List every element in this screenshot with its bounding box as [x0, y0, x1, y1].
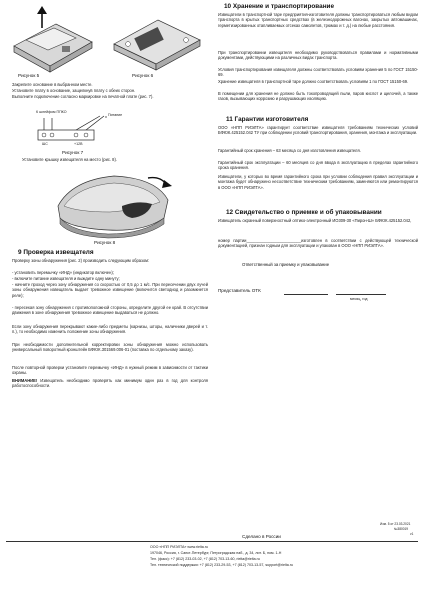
page-version: v1 [410, 532, 414, 536]
section9-paragraph-2: При необходимости дополнительной корректировки зоны обнаружения можно использовать универсальный поворотный кронштейн БФЮК.301569.006-01 (поставка по отдельному заказу). [12, 342, 208, 353]
date-label: месяц, год [350, 297, 368, 301]
company-address: 197046, Россия, г. Санкт-Петербург, Петроградская наб., д. 34, лит. Б, пом. 1-Н [150, 551, 282, 555]
section9-title: 9 Проверка извещателя [18, 249, 94, 256]
section9-warning [12, 378, 208, 389]
section9-step-2: - включите питание извещателя и выждите одну минуту; [12, 276, 120, 281]
otk-representative-label: Представитель ОТК [218, 288, 261, 293]
section11-paragraph-1: ООО «НПП РИЭЛТА» гарантирует соответствие извещателя требованиям технических условий БФЮК.425152.042 ТУ при соблюдении условий транспортирования, хранения, монтажа и эксплуатации. [218, 125, 418, 136]
section11-paragraph-4: Извещатели, у которых во время гарантийного срока при условии соблюдения правил эксплуатации и монтажа будет обнаружено несоответствие техническим требованиям, заменяются или ремонтируются в ООО «НПП РИЭЛТА». [218, 174, 418, 190]
figure8-caption: Рисунок 8 [94, 240, 116, 245]
section9-paragraph-1: Если зону обнаружения перекрывают какие-либо предметы (карнизы, шторы, наличники дверей и т. п.), то необходимо изменить положение зоны обнаружения. [12, 324, 208, 335]
figure6-caption: Рисунок 6 [132, 73, 154, 78]
section10-paragraph-1: Извещатели в транспортной таре предприятия-изготовителя должны транспортироваться любым видом транспорта в крытых транспортных средствах (в железнодорожных вагонах, закрытых автомашинах, герметизированных отапливаемых отсеках самолетов, трюмах и т. д.) на любые расстояния. [218, 12, 418, 28]
figure5-illustration [6, 4, 96, 74]
made-in-russia: Сделано в России [242, 534, 281, 539]
otk-signature-line [284, 294, 328, 295]
section9-step-1: - установить перемычку «ИНД» (индикатор включен); [12, 270, 114, 275]
figure5-caption: Рисунок 5 [18, 73, 40, 78]
section10-paragraph-2: При транспортировании извещателя необходимо руководствоваться правилами и нормативными документами, действующими на различных видах транспорта. [218, 50, 418, 61]
figure7-terminal-shs: ШС [42, 142, 48, 146]
document-number: №380019 [394, 527, 409, 531]
install-step-3: Выполните подключение согласно маркировке на печатной плате (рис. 7). [12, 94, 154, 99]
footer-divider [6, 541, 418, 542]
section11-paragraph-2: Гарантийный срок хранения – 63 месяца со дня изготовления извещателя. [218, 148, 361, 153]
figure7-wiring-diagram [36, 118, 146, 148]
section12-intro: Извещатель охранный поверхностный оптико-электронный ИО309-30 «Пирон-Ш» БФЮК.425152.042, [218, 218, 412, 223]
company-name: ООО «НПП РИЭЛТА» www.rielta.ru [150, 545, 208, 549]
company-phone: Тел. (факс): +7 (812) 233-03-02, +7 (812) 703-13-60, rielta@rielta.ru [150, 557, 260, 561]
install-cover-text: Установите крышку извещателя на место (рис. 8). [22, 157, 117, 162]
figure7-label-loop: К шлейфом ППКО [36, 110, 67, 114]
section9-warning-bold: ВНИМАНИЕ! [12, 378, 38, 383]
section10-paragraph-3: Условия транспортирования извещателя должны соответствовать условиям хранения 5 по ГОСТ 15150-69. [218, 67, 418, 78]
section12-title: 12 Свидетельство о приемке и об упаковывании [226, 209, 382, 216]
figure7-caption: Рисунок 7 [62, 150, 84, 155]
section11-paragraph-3: Гарантийный срок эксплуатации – 60 месяцев со дня ввода в эксплуатацию в пределах гарантийного срока хранения. [218, 160, 418, 171]
install-step-2: Установите плату в основание, защелкнув плату с обеих сторон. [12, 88, 136, 93]
date-line [336, 294, 386, 295]
section10-paragraph-4: Хранение извещателя в транспортной таре должно соответствовать условиям 1 по ГОСТ 15150-69. [218, 79, 409, 84]
section9-intro: Проверку зоны обнаружения (рис. 2) производить следующим образом: [12, 258, 150, 263]
section10-paragraph-5: В помещении для хранения не должно быть токопроводящей пыли, паров кислот и щелочей, а также газов, вызывающих коррозию и разрушающих изоляцию. [218, 91, 418, 102]
support-phone: Тел. технической поддержки: +7 (812) 233-29-53, +7 (812) 703-13-57, support@rielta.ru [150, 563, 293, 567]
figure7-label-power: Питание [108, 113, 123, 117]
section11-title: 11 Гарантии изготовителя [226, 116, 309, 123]
figure8-illustration [52, 166, 176, 238]
section9-step-3: - начните проход через зону обнаружения со скоростью от 0,5 до 1 м/с. При пересечении двух лучей зоны обнаружения извещатель выдает тревожное извещение (включится светодиод и разомкнется реле); [12, 282, 208, 298]
edition-info: Изм. 5 от 23.03.2021 [380, 522, 411, 526]
section10-title: 10 Хранение и транспортирование [224, 3, 335, 10]
section9-paragraph-3: После повторной проверки установите перемычку «ИНД» в нужный режим в зависимости от тактики охраны. [12, 365, 208, 376]
section12-responsible: Ответственный за приемку и упаковывание [242, 262, 330, 267]
figure6-illustration [108, 6, 204, 72]
section12-factory-number: номер партии________________________изготовлен в соответствии с действующей технической документацией, признан годным для эксплуатации и упакован в ООО «НПП РИЭЛТА». [218, 238, 418, 249]
install-step-1: Закрепите основание в выбранном месте. [12, 82, 93, 87]
section9-step-4: - пересекая зону обнаружения с противоположной стороны, определите другой ее край. В отсутствии движения в зоне обнаружения тревожное извещение выдаваться не должно. [12, 305, 208, 316]
section9-warning-text: Извещатель необходимо проверять как минимум один раз в год для контроля работоспособности. [12, 378, 208, 389]
figure7-terminal-12v: +12В [74, 142, 83, 146]
